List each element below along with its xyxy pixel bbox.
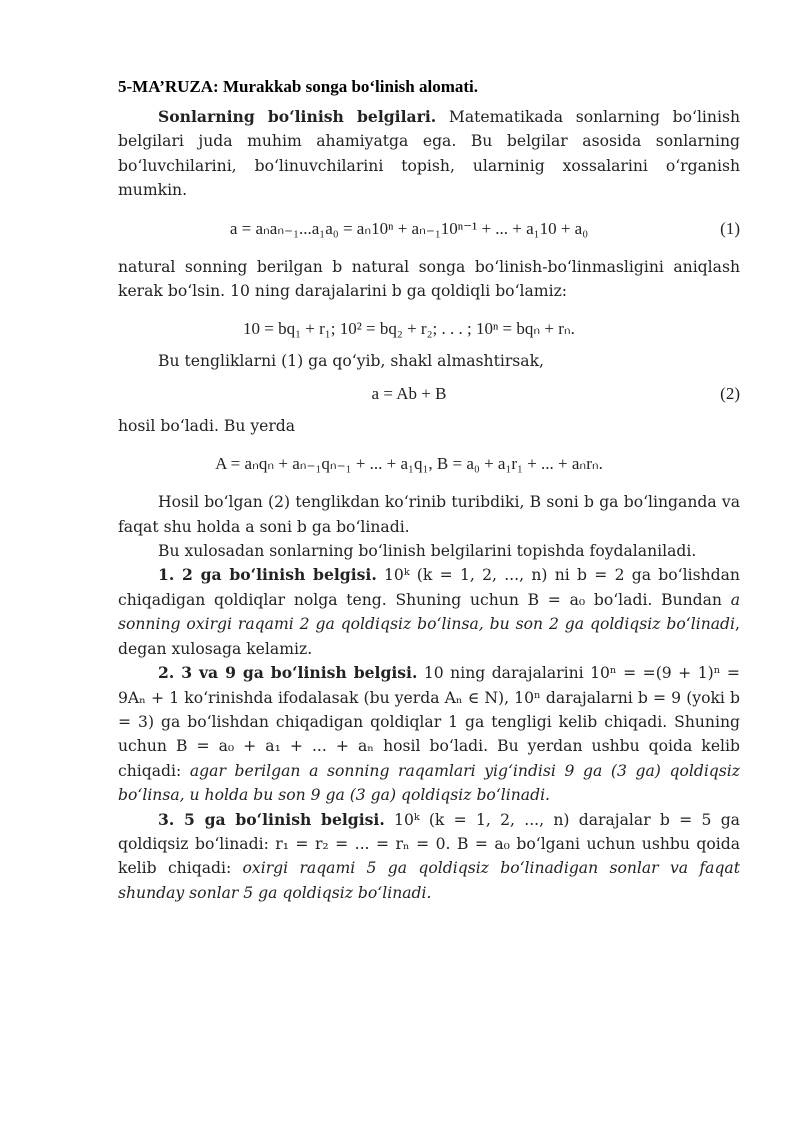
intro-text: Matematikada sonlarning bo‘linish belgilari juda muhim ahamiyatga ega. Bu belgilar asosida sonlarning bo‘luvchilarini, bo‘linuvchilarini topish, ularninig xossalarini o‘rganish mumkin. [118, 108, 740, 200]
paragraph-conclusion: Hosil bo‘lgan (2) tenglikdan ko‘rinib turibdiki, B soni b ga bo‘linganda va faqat shu holda a soni b ga bo‘linadi. [118, 493, 740, 536]
formula-remainders-expression: 10 = bq₁ + r₁; 10² = bq₂ + r₂; . . . ; 10ⁿ = bqₙ + rₙ. [243, 319, 575, 339]
rule-1-text: 10ᵏ (k = 1, 2, ..., n) ni b = 2 ga bo‘lishdan chiqadigan qoldiqlar nolga teng. Shuning uchun B = a₀ bo‘ladi. Bundan [118, 566, 740, 609]
intro-paragraph [118, 105, 740, 203]
paragraph-where: hosil bo‘ladi. Bu yerda [118, 416, 296, 435]
page-title: 5-MA’RUZA: Murakkab songa bo‘linish alomati. [118, 77, 479, 96]
paragraph-remainders: natural sonning berilgan b natural songa bo‘linish-bo‘linmasligini aniqlash kerak bo‘lsin. 10 ning darajalarini b ga qoldiqli bo‘lamiz: [118, 257, 740, 301]
formula-1-expression: a = aₙaₙ₋₁...a₁a₀ = aₙ10ⁿ + aₙ₋₁10ⁿ⁻¹ + ... + a₁10 + a₀ [229, 218, 589, 238]
formula-2 [118, 382, 740, 406]
formula-1-number: (1) [720, 218, 740, 238]
rule-divisibility-2 [118, 563, 740, 661]
rule-1-heading: 1. 2 ga bo‘linish belgisi. [158, 565, 377, 585]
section-heading: Sonlarning bo‘linish belgilari. [158, 107, 437, 126]
rule-3-text: 10ᵏ (k = 1, 2, ..., n) darajalar b = 5 ga qoldiqsiz bo‘linadi: r₁ = r₂ = ... = rₙ = 0. B = a₀ bo‘lgani uchun ushbu qoida kelib chiqadi: [118, 810, 740, 878]
formula-2-number: (2) [720, 383, 740, 403]
rule-3-italic: oxirgi raqami 5 ga qoldiqsiz bo‘linadigan sonlar va faqat shunday sonlar 5 ga qoldiqsiz bo‘linadi. [118, 859, 740, 902]
formula-remainders [118, 317, 740, 341]
scanned-textbook-page [118, 105, 740, 905]
rule-1-tail: , degan xulosaga kelamiz. [118, 615, 740, 658]
formula-a-b-expression: A = aₙqₙ + aₙ₋₁qₙ₋₁ + ... + a₁q₁, B = a₀ + a₁r₁ + ... + aₙrₙ. [215, 454, 603, 474]
formula-2-expression: a = Ab + B [371, 383, 447, 403]
paragraph-substitute: Bu tengliklarni (1) ga qo‘yib, shakl almashtirsak, [158, 352, 544, 371]
rule-3-heading: 3. 5 ga bo‘linish belgisi. [158, 809, 385, 829]
rule-divisibility-3-9 [118, 661, 740, 807]
formula-1 [118, 217, 740, 241]
rule-divisibility-5 [118, 808, 740, 906]
rule-2-italic: agar berilgan a sonning raqamlari yig‘indisi 9 ga (3 ga) qoldiqsiz bo‘linsa, u holda bu son 9 ga (3 ga) qoldiqsiz bo‘linadi. [118, 761, 740, 805]
rule-2-text: 10 ning darajalarini 10ⁿ = =(9 + 1)ⁿ = 9Aₙ + 1 ko‘rinishda ifodalasak (bu yerda Aₙ ∈ N), 10ⁿ darajalarni b = 9 (yoki b = 3) ga bo‘lishdan chiqadigan qoldiqlar 1 ga tengligi kelib chiqadi. Shuning uchun B = a₀ + a₁ + ... + aₙ hosil bo‘ladi. Bu yerdan ushbu qoida kelib chiqadi: [118, 664, 740, 780]
formula-a-b [118, 452, 740, 476]
rule-1-italic: a sonning oxirgi raqami 2 ga qoldiqsiz bo‘linsa, bu son 2 ga qoldiqsiz bo‘linadi [118, 590, 740, 634]
rule-2-heading: 2. 3 va 9 ga bo‘linish belgisi. [158, 663, 418, 683]
paragraph-usage: Bu xulosadan sonlarning bo‘linish belgilarini topishda foydalaniladi. [158, 542, 697, 561]
